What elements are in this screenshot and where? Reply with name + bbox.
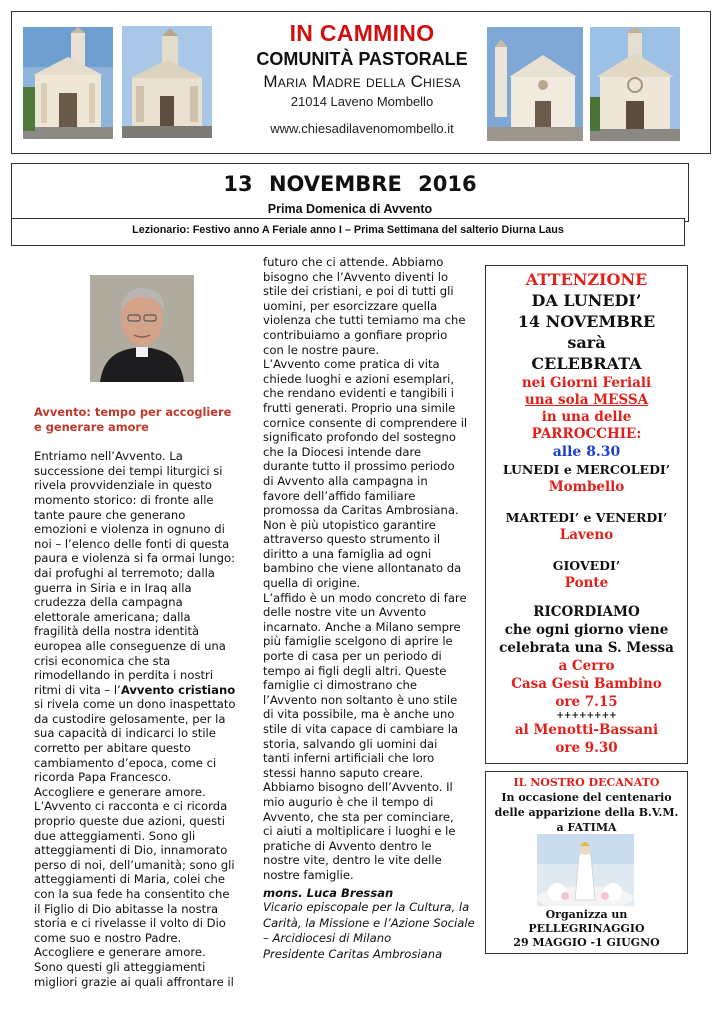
article-line (263, 591, 478, 606)
article-line-text: ricorda Papa Francesco. (34, 770, 172, 785)
article-line (34, 960, 246, 975)
article-line (263, 386, 478, 401)
notice-line: CELEBRATA (531, 354, 642, 373)
article-line (263, 445, 478, 460)
article-line-text: che rendano evidenti e tangibili i (263, 386, 454, 401)
author-signature (263, 886, 478, 963)
article-line-text: storia e ci rivelasse il volto di Dio (34, 916, 226, 931)
article-line (34, 975, 246, 990)
article-line-text: quella di origine. (263, 576, 361, 591)
article-line-text: nostre vite, dentro le vite delle (263, 853, 442, 868)
article-line-text: successione dei tempi liturgici si (34, 463, 223, 478)
article-line (34, 581, 246, 596)
article-line (34, 902, 246, 917)
article-line-text: storia, salvando gli uomini dai (263, 736, 438, 751)
author-roles (263, 900, 478, 962)
article-line (34, 741, 246, 756)
article-line (263, 693, 478, 708)
article-line-text: pratiche di Avvento dentro le (263, 838, 432, 853)
article-line (263, 459, 478, 474)
decanato-line: a FATIMA (556, 821, 617, 834)
notice-line: in una delle (541, 409, 632, 425)
article-line (263, 576, 478, 591)
article-line-text: di vita possibile, ma è anche uno (263, 707, 455, 722)
article-line-text: stile dei cristiani, e poi di tutti gli (263, 284, 454, 299)
article-line (263, 810, 478, 825)
article-line-text: Entriamo nell’Avvento. La (34, 449, 183, 464)
mass-time: ore 9.30 (555, 740, 618, 756)
article-line (263, 649, 478, 664)
notice-place: Ponte (564, 575, 609, 591)
article-line-text: crisi economica che sta (34, 653, 171, 668)
article-line-text: cambiamento d’epoca, come ci (34, 755, 217, 770)
article-line-text: Sono questi gli atteggiamenti (34, 959, 206, 974)
article-line-text: famiglie ci dimostrano che (263, 678, 418, 693)
article-line-text: L’Avvento ci racconta e ci ricorda (34, 799, 228, 814)
article-line (34, 887, 246, 902)
article-line (263, 853, 478, 868)
article-line (34, 814, 246, 829)
article-headline-line: e generare amore (34, 419, 149, 434)
article-line-text: attraverso questo strumento il (263, 532, 441, 547)
article-line-text: cornice consente di comprendere il (263, 415, 468, 430)
article-line (263, 839, 478, 854)
article-line-text: rimodellando in perdita i nostri (34, 668, 214, 683)
article-line (34, 843, 246, 858)
article-line-text: migliori grazie ai quali affrontare il (34, 974, 234, 989)
article-line (263, 561, 478, 576)
article-line-text: crudezza della campagna (34, 595, 183, 610)
article-line-text: paura e violenza si fa ormai lungo: (34, 551, 235, 566)
article-line (34, 829, 246, 844)
decanato-title: IL NOSTRO DECANATO (513, 776, 660, 789)
issue-date: 13 NOVEMBRE 2016 (223, 172, 477, 196)
community-subtitle: COMUNITÀ PASTORALE (256, 49, 468, 69)
notice-line: nei Giorni Feriali (521, 375, 652, 391)
article-line (34, 697, 246, 712)
article-line (263, 678, 478, 693)
article-line (34, 639, 246, 654)
article-line-text: L’Avvento come pratica di vita (263, 357, 440, 372)
article-line (263, 722, 478, 737)
article-line-text: bisogno che l’Avvento diventi lo (263, 269, 449, 284)
article-line-text: due atteggiamenti. Sono gli (34, 828, 196, 843)
notice-line: RICORDIAMO (533, 604, 640, 620)
article-line-text: ci aiuti a moltiplicare i luoghi e le (263, 824, 456, 839)
article-line-text: tanti inferni artificiali che loro (263, 751, 435, 766)
article-bold-phrase: Avvento cristiano (120, 682, 236, 697)
separator: ++++++++ (556, 711, 617, 721)
article-line-text: atteggiamenti di Dio, innamorato (34, 843, 228, 858)
article-line (263, 737, 478, 752)
notice-line: 14 NOVEMBRE (517, 312, 656, 331)
article-line (34, 551, 246, 566)
article-headline-line: Avvento: tempo per accogliere (34, 405, 232, 419)
article-line (263, 605, 478, 620)
article-line-text: rivela provvidenziale in questo (34, 478, 212, 493)
article-line-text: atteggiamenti di Maria, colei che (34, 872, 226, 887)
article-line (263, 255, 478, 270)
article-line (263, 313, 478, 328)
decanato-line: PELLEGRINAGGIO (528, 922, 645, 935)
notice-place: al Menotti-Bassani (514, 722, 659, 738)
article-line (263, 372, 478, 387)
article-line-text: noi – l’elenco delle fonti di questa (34, 536, 230, 551)
article-line-text: significato profondo del sostegno (263, 430, 456, 445)
notice-heading: ATTENZIONE (525, 270, 648, 289)
article-line-text: come suo e nostro Padre. (34, 930, 182, 945)
lezionario-note: Lezionario: Festivo anno A Feriale anno I – Prima Settimana del salterio Diurna Laus (132, 224, 564, 236)
liturgical-sunday: Prima Domenica di Avvento (267, 202, 433, 216)
article-line-text: Abbiamo bisogno dell’Avvento. Il (263, 780, 453, 795)
article-line (263, 868, 478, 883)
article-line (34, 770, 246, 785)
article-line-text: dai profughi al terremoto; dalla (34, 565, 215, 580)
article-line-text: si rivela come un dono inaspettato (34, 697, 236, 712)
article-line-text: futuro che ci attende. Abbiamo (263, 255, 444, 269)
article-line (34, 799, 246, 814)
article-line-text: uomini, per esorcizzare quella (263, 298, 438, 313)
article-line (34, 916, 246, 931)
article-line-text: promossa da Caritas Ambrosiana. (263, 503, 459, 518)
article-line-text: tante paure che generano (34, 507, 186, 522)
article-column-right (263, 255, 478, 962)
article-body-left (34, 449, 246, 989)
article-line-text: porte di casa per un periodo di (263, 649, 442, 664)
article-line-text: stile di vita capace di cambiare la (263, 722, 459, 736)
article-line-text: ritmi di vita – l’ (34, 682, 121, 697)
decanato-line: In occasione del centenario (501, 791, 672, 804)
article-line-text: da custodire gelosamente, per la (34, 711, 226, 726)
article-line (263, 707, 478, 722)
article-line (34, 610, 246, 625)
article-line (34, 464, 246, 479)
article-line (263, 284, 478, 299)
article-line-text: fragilità della nostra identità (34, 624, 200, 639)
article-line (263, 780, 478, 795)
article-line-text: chiede luoghi e azioni esemplari, (263, 371, 455, 386)
article-line (34, 508, 246, 523)
community-name: Maria Madre della Chiesa (263, 72, 461, 91)
article-line-text: diritto a una famiglia ad ogni (263, 546, 432, 561)
notice-line: DA LUNEDI’ (531, 291, 642, 310)
article-line (34, 931, 246, 946)
article-line-text: proprio queste due azioni, questi (34, 814, 225, 829)
article-line-text: il Figlio di Dio abitasse la nostra (34, 901, 219, 916)
notice-place: Laveno (559, 527, 614, 543)
decanato-line: Organizza un (545, 908, 628, 921)
notice-line: che ogni giorno viene (504, 622, 669, 638)
article-line-text: Non è più utopistico garantire (263, 517, 436, 532)
article-body-right (263, 255, 478, 883)
article-line (34, 756, 246, 771)
article-line-text: nostre famiglie. (263, 867, 354, 882)
notice-line: una sola MESSA (524, 392, 649, 408)
author-portrait (90, 275, 194, 382)
article-line-text: Accogliere e generare amore. (34, 945, 206, 960)
article-line-text: L’affido è un modo concreto di fare (263, 590, 467, 605)
article-line (34, 522, 246, 537)
article-line (263, 634, 478, 649)
notice-line: PARROCCHIE: (531, 426, 642, 442)
article-line-text: violenza che tutti temiamo ma che (263, 313, 466, 328)
article-line (263, 416, 478, 431)
article-line-text: Avvento, che sta per cominciare, (263, 809, 454, 824)
article-line (34, 537, 246, 552)
article-line-text: stessi hanno saputo creare. (263, 765, 424, 780)
fatima-photo (537, 834, 634, 906)
article-line-text: più famiglie scelgono di aprire le (263, 634, 453, 649)
article-line (34, 595, 246, 610)
website-link[interactable]: www.chiesadilavenomombello.it (270, 121, 454, 136)
article-line-text: l’Avvento non soltanto è uno stile (263, 692, 458, 707)
article-line (34, 493, 246, 508)
article-line-text: sua capacità di indicarci lo stile (34, 726, 216, 741)
notice-days: LUNEDI e MERCOLEDI’ (502, 462, 671, 477)
article-line (263, 620, 478, 635)
newsletter-title: IN CAMMINO (289, 20, 435, 46)
notice-line: celebrata una S. Messa (499, 640, 674, 656)
article-line (263, 547, 478, 562)
article-line-text: frutti generati. Proprio una simile (263, 400, 456, 415)
author-role: – Arcidiocesi di Milano (263, 931, 392, 946)
article-line (263, 270, 478, 285)
article-line-text: europea alle conseguenze di una (34, 638, 226, 653)
article-line-text: perso di noi, dell’umanità; sono gli (34, 857, 235, 872)
article-line (263, 503, 478, 518)
article-line (34, 712, 246, 727)
article-line (34, 478, 246, 493)
article-line (34, 668, 246, 683)
decanato-line: delle apparizione della B.V.M. (494, 806, 679, 819)
article-line (34, 624, 246, 639)
article-line (263, 430, 478, 445)
author-name: mons. Luca Bressan (263, 885, 394, 900)
author-role: Vicario episcopale per la Cultura, la (263, 900, 470, 915)
article-line (263, 751, 478, 766)
article-line (263, 328, 478, 343)
article-line-text: con le nostre paure. (263, 342, 380, 357)
article-line-text: elettorale americana; dalla (34, 609, 191, 624)
article-line (263, 343, 478, 358)
article-line (263, 766, 478, 781)
article-line (263, 489, 478, 504)
notice-place: Mombello (548, 479, 625, 495)
article-line (263, 824, 478, 839)
author-role: Presidente Caritas Ambrosiana (263, 946, 443, 961)
article-headline (34, 405, 246, 434)
article-line (263, 357, 478, 372)
article-line-text: emozioni e violenza in ognuno di (34, 522, 225, 537)
article-line (34, 945, 246, 960)
author-role: Carità, la Missione e l’Azione Sociale (263, 915, 475, 930)
article-line (34, 872, 246, 887)
article-line (34, 654, 246, 669)
article-line (34, 449, 246, 464)
article-line (34, 726, 246, 741)
address: 21014 Laveno Mombello (290, 94, 434, 109)
article-line-text: mio augurio è che il tempo di (263, 794, 434, 809)
article-line (34, 858, 246, 873)
article-line-text: incarnato. Anche a Milano sempre (263, 619, 461, 634)
article-line (263, 518, 478, 533)
article-line (263, 474, 478, 489)
article-line-text: che la Diocesi intende dare (263, 444, 422, 459)
article-line-text: durante tutto il prossimo periodo (263, 459, 455, 474)
article-line (263, 401, 478, 416)
article-line (263, 299, 478, 314)
notice-line: sarà (567, 333, 606, 352)
article-line-text: delle nostre vite un Avvento (263, 605, 427, 620)
article-line-text: bambino che viene allontanato da (263, 561, 462, 576)
article-line-text: tempo ai figli degli altri. Queste (263, 663, 447, 678)
mass-time: alle 8.30 (552, 444, 621, 460)
article-line (263, 532, 478, 547)
article-line-text: corretto per abitare questo (34, 741, 191, 756)
notice-place: Casa Gesù Bambino (511, 676, 662, 692)
article-column-left (34, 405, 246, 989)
article-line (34, 566, 246, 581)
article-line-text: contribuiamo a gonfiare proprio (263, 327, 448, 342)
article-line-text: Accogliere e generare amore. (34, 784, 206, 799)
article-line-text: con la sua fede ha consentito che (34, 887, 230, 901)
article-line-text: momento storico: di fronte alle (34, 492, 214, 507)
article-line (34, 785, 246, 800)
article-line-text: favore dell’affido familiare (263, 488, 416, 503)
article-line (263, 664, 478, 679)
article-line (34, 683, 246, 698)
notice-days: GIOVEDI’ (552, 558, 621, 573)
article-line (263, 795, 478, 810)
notice-days: MARTEDI’ e VENERDI’ (505, 510, 668, 525)
notice-place: a Cerro (558, 658, 615, 674)
article-line-text: di Avvento alla campagna in (263, 473, 428, 488)
mass-time: ore 7.15 (555, 694, 618, 710)
decanato-line: 29 MAGGIO -1 GIUGNO (513, 936, 660, 949)
article-line-text: guerra in Siria e in Iraq alla (34, 580, 192, 595)
